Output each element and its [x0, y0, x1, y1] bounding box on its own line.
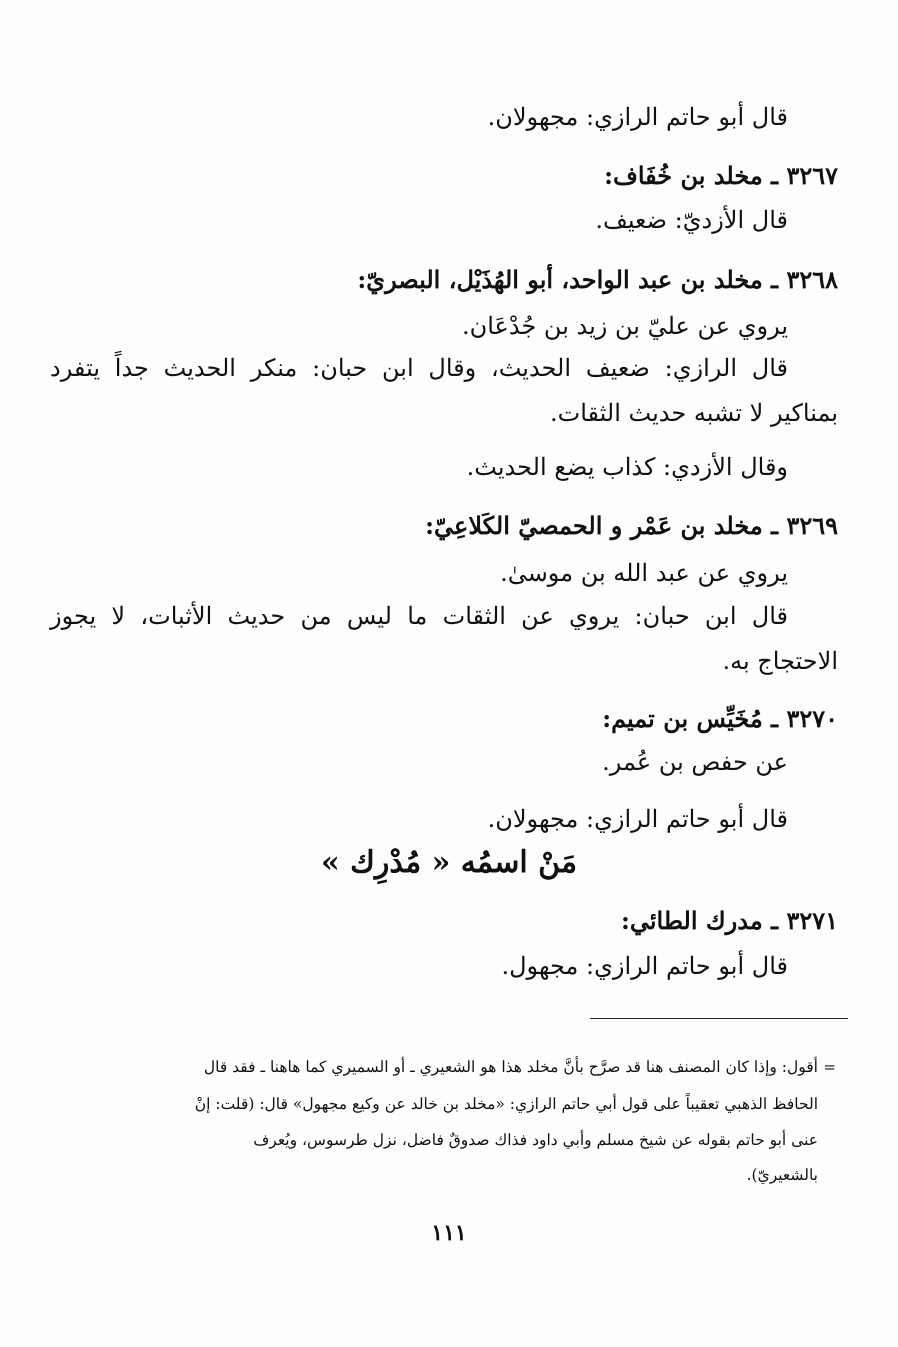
section-title: مَنْ اسمُه « مُدْرِك » — [320, 845, 578, 880]
text-line: قال الأزديّ: ضعيف. — [595, 206, 788, 234]
page-number: ١١١ — [431, 1220, 467, 1246]
text-line: قال ابن حبان: يروي عن الثقات ما ليس من حديث الأثبات، لا يجوز — [50, 602, 788, 630]
text-line: الاحتجاج به. — [722, 647, 838, 675]
text-line: قال أبو حاتم الرازي: مجهولان. — [487, 805, 788, 833]
entry-heading-3270: ٣٢٧٠ ـ مُخَيِّس بن تميم: — [602, 704, 838, 733]
entry-heading-3271: ٣٢٧١ ـ مدرك الطائي: — [620, 906, 838, 935]
text-line: يروي عن عليّ بن زيد بن جُدْعَان. — [461, 312, 788, 340]
footnote-marker: = — [823, 1058, 836, 1076]
entry-heading-3269: ٣٢٦٩ ـ مخلد بن عَمْر و الحمصيّ الكَلاعِيّ: — [425, 511, 838, 540]
footnote-line: أقول: وإذا كان المصنف هنا قد صرَّح بأنَّ مخلد هذا هو الشعيري ـ أو السميري كما هاهنا ـ فقد قال — [203, 1058, 818, 1076]
footnote-divider — [590, 1018, 848, 1019]
text-line: عن حفص بن عُمر. — [602, 748, 788, 776]
text-line: قال الرازي: ضعيف الحديث، وقال ابن حبان: منكر الحديث جداً يتفرد — [50, 354, 788, 382]
text-line: وقال الأزدي: كذاب يضع الحديث. — [466, 453, 788, 481]
text-line: قال أبو حاتم الرازي: مجهول. — [501, 952, 788, 980]
entry-heading-3268: ٣٢٦٨ ـ مخلد بن عبد الواحد، أبو الهُذَيْل، البصريّ: — [357, 265, 838, 294]
footnote-line: الحافظ الذهبي تعقيباً على قول أبي حاتم الرازي: «مخلد بن خالد عن وكيع مجهول» قال: (قلت: إنْ — [194, 1095, 818, 1113]
footnote-line: بالشعيريّ). — [746, 1166, 818, 1184]
text-line: قال أبو حاتم الرازي: مجهولان. — [487, 103, 788, 131]
text-line: يروي عن عبد الله بن موسىٰ. — [500, 559, 788, 587]
text-line: بمناكير لا تشبه حديث الثقات. — [550, 399, 838, 427]
entry-heading-3267: ٣٢٦٧ ـ مخلد بن خُفَاف: — [604, 161, 838, 190]
footnote-line: عنى أبو حاتم بقوله عن شيخ مسلم وأبي داود فذاك صدوقٌ فاضل، نزل طرسوس، ويُعرف — [253, 1131, 818, 1149]
